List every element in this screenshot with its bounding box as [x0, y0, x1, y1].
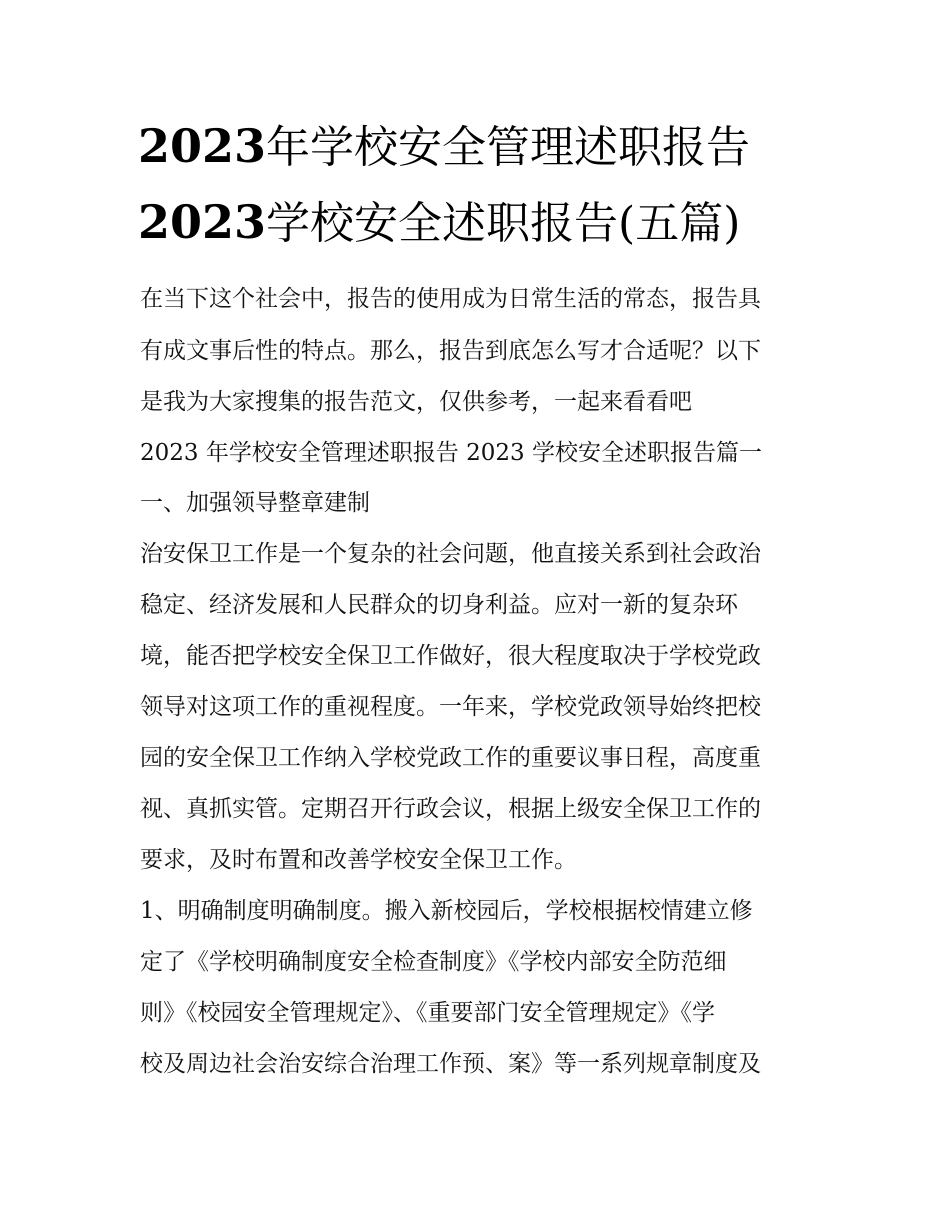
body-line: 治安保卫工作是一个复杂的社会问题，他直接关系到社会政治: [140, 541, 761, 567]
body-line: 1、明确制度明确制度。搬入新校园后，学校根据校情建立修: [140, 898, 753, 924]
subsection-heading: 一、加强领导整章建制: [140, 490, 370, 516]
body-line: 境，能否把学校安全保卫工作做好，很大程度取决于学校党政: [140, 643, 761, 669]
title-text: 年学校安全管理述职报告: [266, 122, 751, 173]
title-year: 2023: [138, 195, 267, 249]
document-title-line-1: [138, 120, 750, 174]
body-line: 领导对这项工作的重视程度。一年来，学校党政领导始终把校: [140, 694, 761, 720]
document-title-line-2: [138, 196, 740, 250]
body-line: 稳定、经济发展和人民群众的切身利益。应对一新的复杂环: [140, 592, 738, 618]
body-line: 则》《校园安全管理规定》、《重要部门安全管理规定》《学: [140, 1000, 715, 1026]
body-line: 视、真抓实管。定期召开行政会议，根据上级安全保卫工作的: [140, 796, 761, 822]
body-line: 定了《学校明确制度安全检查制度》《学校内部安全防范细: [140, 949, 727, 975]
body-line: 园的安全保卫工作纳入学校党政工作的重要议事日程，高度重: [140, 745, 761, 771]
intro-line: 有成文事后性的特点。那么，报告到底怎么写才合适呢？以下: [140, 338, 761, 364]
section-heading: 2023 年学校安全管理述职报告 2023 学校安全述职报告篇一: [140, 440, 762, 466]
title-year: 2023: [138, 119, 267, 173]
body-line: 校及周边社会治安综合治理工作预、案》等一系列规章制度及: [140, 1051, 761, 1077]
intro-line: 在当下这个社会中，报告的使用成为日常生活的常态，报告具: [140, 286, 761, 312]
body-line: 要求，及时布置和改善学校安全保卫工作。: [140, 847, 577, 873]
title-text: 学校安全述职报告(五篇): [266, 198, 741, 249]
intro-line: 是我为大家搜集的报告范文，仅供参考，一起来看看吧: [140, 389, 692, 415]
